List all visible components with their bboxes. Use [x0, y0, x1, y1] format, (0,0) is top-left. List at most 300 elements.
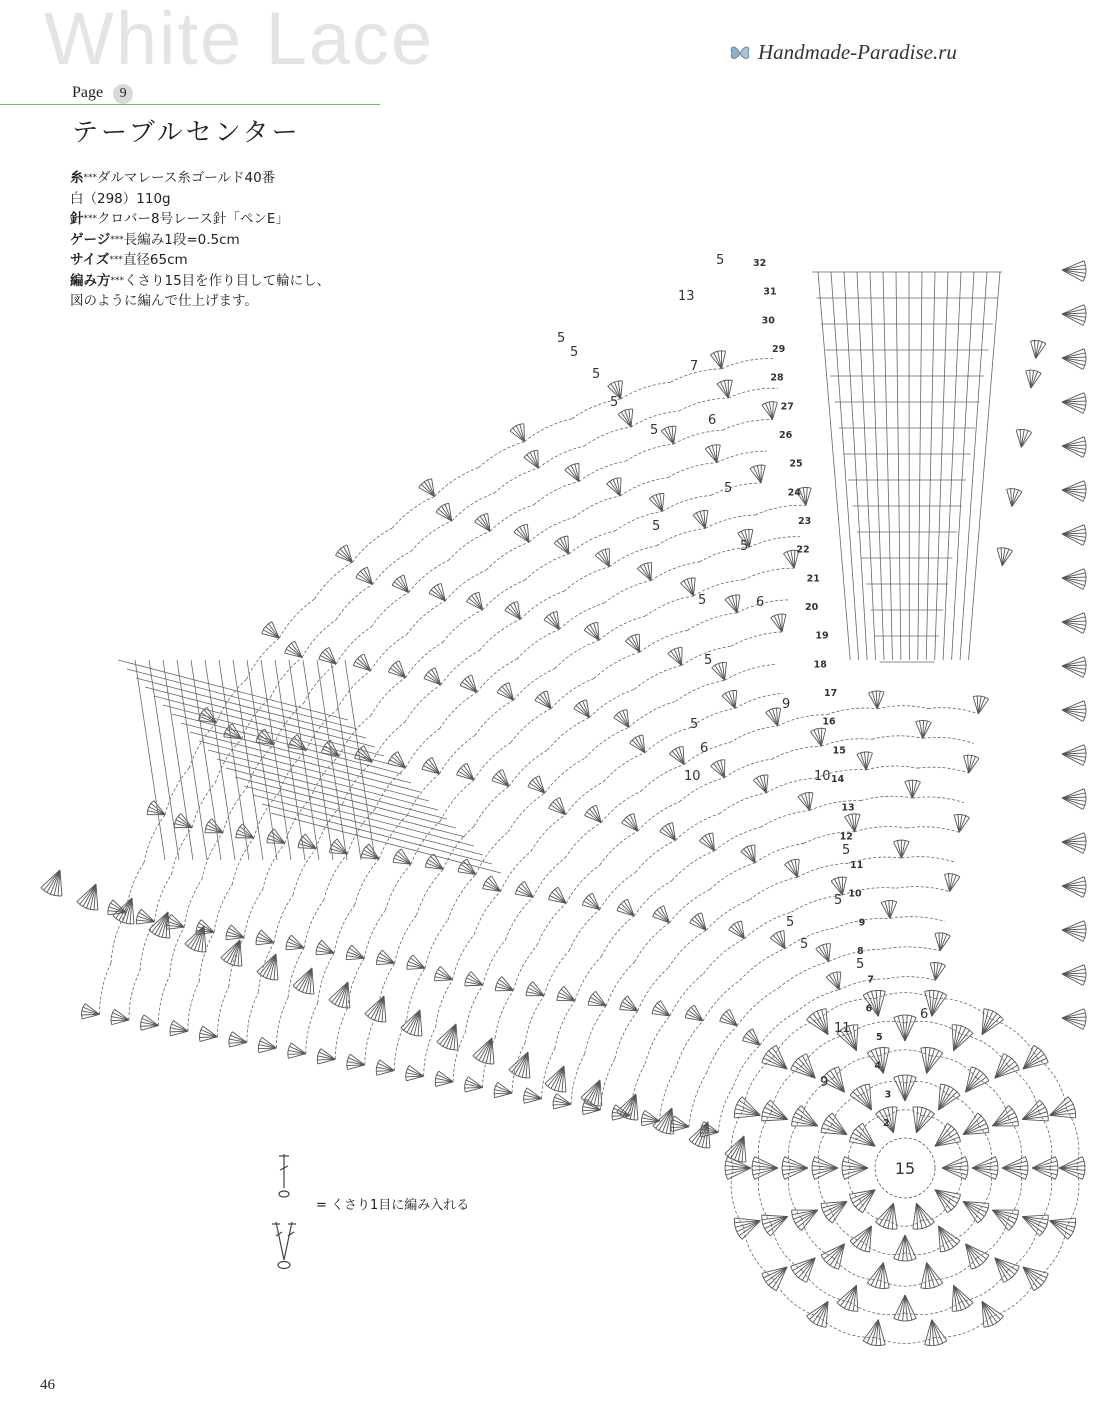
- chain-arc: [508, 793, 545, 832]
- shell-stitch: [972, 1157, 998, 1180]
- shell-stitch: [1062, 745, 1086, 766]
- chain-arc: [170, 927, 185, 976]
- shell-stitch: [963, 1113, 989, 1135]
- chain-arc: [773, 1019, 819, 1057]
- chain-arc: [918, 767, 969, 773]
- row-number: 2: [883, 1118, 890, 1129]
- shell-stitch: [1062, 613, 1086, 634]
- shell-stitch: [465, 1077, 483, 1092]
- chain-arc: [621, 382, 671, 399]
- shell-stitch: [1062, 261, 1086, 282]
- shell-stitch: [863, 1320, 885, 1346]
- spec-size: サイズ***直径65cm: [70, 252, 188, 268]
- shell-stitch: [762, 1215, 788, 1236]
- chain-arc: [725, 664, 776, 680]
- shell-stitch: [850, 1084, 872, 1110]
- chain-arc: [594, 652, 640, 678]
- shell-stitch: [267, 829, 285, 843]
- chain-arc: [635, 840, 675, 872]
- chain-arc: [548, 718, 590, 750]
- shell-stitch: [894, 1295, 917, 1321]
- chain-arc: [385, 864, 410, 910]
- shell-stitch: [992, 1210, 1018, 1230]
- shell-stitch: [798, 793, 813, 811]
- shell-stitch: [262, 622, 279, 638]
- chain-arc: [244, 890, 263, 938]
- chain-arc: [749, 877, 797, 900]
- shell-stitch: [930, 962, 946, 980]
- row-number: 11: [850, 860, 864, 871]
- chain-arc: [600, 1059, 614, 1110]
- shell-stitch: [1023, 1267, 1048, 1291]
- shell-stitch: [549, 798, 566, 815]
- chain-arc: [217, 987, 228, 1037]
- chain-arc: [928, 708, 978, 714]
- chain-arc: [629, 701, 676, 727]
- chain-arc: [318, 953, 334, 1003]
- page-ref-badge: 9: [113, 84, 133, 104]
- shell-stitch: [935, 933, 951, 951]
- chain-arc: [279, 599, 314, 638]
- chain-arc: [923, 737, 974, 743]
- row-number: 8: [857, 946, 864, 957]
- chain-count-label: 5: [856, 957, 865, 972]
- shell-stitch: [140, 1015, 158, 1030]
- chain-arc: [490, 505, 534, 531]
- shell-stitch: [876, 1203, 898, 1229]
- chain-arc: [365, 1013, 377, 1065]
- shell-stitch: [82, 1004, 100, 1019]
- shell-stitch: [585, 805, 602, 822]
- row-number: 6: [865, 1003, 873, 1015]
- chain-arc: [761, 810, 810, 827]
- chain-arc: [571, 1054, 585, 1105]
- row-number: 28: [770, 372, 784, 384]
- stitch-symbol-icon: [264, 1148, 324, 1278]
- chain-arc: [615, 1011, 638, 1059]
- chain-arc: [517, 629, 560, 659]
- chain-arc: [730, 726, 778, 743]
- shell-stitch: [762, 1267, 787, 1291]
- chain-arc: [719, 793, 766, 814]
- chain-arc: [584, 427, 631, 446]
- shell-stitch: [376, 1060, 394, 1075]
- shell-stitch: [618, 409, 633, 427]
- chain-arc: [668, 463, 717, 478]
- chain-arc: [188, 981, 199, 1031]
- chain-count-label: 5: [570, 345, 579, 360]
- chain-arc: [710, 863, 755, 890]
- shell-stitch: [429, 583, 445, 601]
- chain-arc: [140, 922, 154, 971]
- shell-stitch: [762, 1045, 787, 1069]
- shell-stitch: [582, 893, 599, 909]
- chain-count-label: 5: [652, 519, 661, 534]
- chain-arc: [717, 451, 767, 462]
- row-number: 27: [780, 401, 794, 413]
- shell-stitch: [868, 691, 884, 709]
- chain-arc: [640, 630, 688, 652]
- chain-arc: [772, 746, 821, 759]
- shell-stitch: [913, 1203, 935, 1229]
- chain-arc: [154, 874, 171, 922]
- chain-count-label: 5: [592, 367, 601, 382]
- shell-stitch: [965, 1067, 988, 1092]
- chain-arc: [537, 903, 566, 945]
- shell-stitch: [750, 465, 765, 483]
- row-number: 23: [798, 516, 812, 527]
- shell-stitch: [406, 1065, 424, 1080]
- chain-arc: [887, 977, 936, 981]
- chain-count-label: 5: [716, 253, 725, 268]
- shell-stitch: [1062, 481, 1086, 502]
- chain-arc: [158, 976, 169, 1026]
- chain-arc: [347, 958, 364, 1008]
- chain-count-label: 5: [557, 331, 566, 346]
- shell-stitch: [762, 402, 777, 420]
- chain-arc: [855, 827, 907, 832]
- chain-arc: [819, 1317, 875, 1337]
- chain-arc: [199, 932, 214, 981]
- chain-arc: [202, 833, 223, 879]
- shell-stitch: [1062, 305, 1086, 326]
- watermark-text: Handmade-Paradise.ru: [758, 40, 957, 64]
- chain-arc: [364, 910, 385, 958]
- chain-arc: [247, 992, 259, 1042]
- shell-stitch: [964, 755, 979, 773]
- row-number: 17: [824, 688, 838, 699]
- shell-stitch: [766, 708, 781, 726]
- shell-stitch: [1062, 965, 1086, 986]
- chain-arc: [335, 1008, 347, 1059]
- chain-arc: [555, 640, 599, 668]
- shell-stitch: [1062, 569, 1086, 590]
- shell-stitch: [711, 760, 725, 778]
- page-word: Page: [72, 84, 104, 101]
- shell-stitch: [821, 1113, 847, 1135]
- chain-count-label: 5: [650, 423, 659, 438]
- chain-count-label: 5: [740, 539, 749, 554]
- chain-arc: [453, 934, 475, 979]
- shell-stitch: [425, 854, 443, 869]
- chain-arc: [884, 947, 940, 951]
- shell-stitch: [1026, 370, 1042, 388]
- chain-count-label: 5: [834, 893, 843, 908]
- shell-stitch: [229, 1032, 247, 1047]
- shell-stitch: [419, 479, 435, 497]
- chain-arc: [352, 528, 392, 562]
- chain-arc: [274, 895, 293, 943]
- chain-arc: [703, 939, 744, 974]
- shell-stitch: [392, 575, 409, 592]
- shell-stitch: [1016, 429, 1031, 447]
- shell-stitch: [771, 614, 786, 632]
- chain-arc: [506, 897, 534, 940]
- shell-stitch: [720, 1009, 737, 1025]
- shell-stitch: [422, 757, 439, 773]
- chain-arc: [425, 920, 448, 968]
- row-number: 19: [815, 630, 829, 642]
- shell-stitch: [952, 1285, 973, 1311]
- shell-stitch: [257, 954, 278, 980]
- filet-panel: [812, 272, 1002, 662]
- chain-arc: [565, 823, 601, 858]
- chain-arc: [538, 446, 584, 468]
- chain-arc: [424, 1027, 436, 1076]
- shell-stitch: [705, 445, 720, 463]
- chain-arc: [991, 1019, 1037, 1057]
- chain-arc: [524, 419, 571, 442]
- shell-stitch: [954, 814, 970, 832]
- shell-stitch: [226, 925, 244, 940]
- chain-count-label: 13: [678, 289, 695, 304]
- shell-stitch: [952, 1025, 973, 1051]
- chain-arc: [638, 968, 669, 1011]
- chain-arc: [779, 962, 829, 988]
- chain-count-label: 5: [698, 593, 707, 608]
- shell-stitch: [939, 1084, 961, 1110]
- shell-stitch: [549, 887, 567, 903]
- spec-gauge: ゲージ***長編み1段=0.5cm: [70, 231, 240, 248]
- chain-arc: [600, 831, 638, 865]
- shell-stitch: [660, 823, 676, 841]
- chain-arc: [711, 483, 761, 495]
- chain-arc: [821, 739, 872, 746]
- chain-arc: [474, 786, 509, 826]
- chain-arc: [534, 482, 579, 505]
- chain-count-label: 5: [610, 395, 619, 410]
- chain-arc: [731, 632, 782, 646]
- chain-arc: [948, 1211, 979, 1242]
- shell-stitch: [630, 735, 645, 753]
- chain-arc: [100, 963, 112, 1014]
- chain-arc: [831, 1211, 862, 1242]
- chain-arc: [602, 916, 635, 956]
- chain-arc: [912, 797, 964, 803]
- chain-arc: [126, 863, 144, 913]
- shell-stitch: [942, 1157, 968, 1180]
- chain-arc: [866, 766, 917, 770]
- shell-stitch: [921, 1263, 943, 1289]
- shell-stitch: [535, 691, 551, 709]
- shell-stitch: [997, 548, 1013, 566]
- shell-stitch: [545, 1066, 566, 1092]
- shell-stitch: [393, 849, 411, 864]
- chain-arc: [585, 1006, 606, 1054]
- row-number: 29: [772, 344, 786, 355]
- shell-stitch: [286, 935, 304, 950]
- chain-arc: [483, 940, 506, 985]
- shell-stitch: [285, 641, 302, 657]
- shell-stitch: [845, 814, 861, 832]
- chain-arc: [475, 700, 514, 735]
- chain-arc: [223, 788, 247, 833]
- chain-arc: [569, 531, 615, 554]
- chain-arc: [634, 881, 672, 916]
- chain-arc: [626, 444, 674, 461]
- shell-stitch: [1030, 341, 1046, 359]
- chain-arc: [740, 949, 785, 981]
- shell-stitch: [361, 844, 379, 859]
- shell-stitch: [1002, 1157, 1028, 1180]
- shell-stitch: [1062, 833, 1086, 854]
- chain-arc: [722, 359, 774, 369]
- shell-stitch: [973, 696, 989, 714]
- shell-stitch: [893, 840, 909, 858]
- shell-stitch: [1062, 701, 1086, 722]
- chain-arc: [657, 528, 706, 545]
- shell-stitch: [554, 536, 569, 554]
- shell-stitch: [753, 775, 768, 793]
- chain-arc: [579, 461, 626, 481]
- chain-arc: [448, 531, 490, 560]
- shell-stitch: [347, 1054, 365, 1069]
- shell-stitch: [588, 991, 606, 1006]
- chain-arc: [371, 593, 408, 628]
- chain-arc: [714, 827, 760, 851]
- shell-stitch: [622, 814, 638, 832]
- shell-stitch: [1062, 657, 1086, 678]
- shell-stitch: [221, 940, 242, 966]
- shell-stitch: [837, 1285, 858, 1311]
- chain-arc: [394, 915, 416, 963]
- legend-text: = くさり1目に編み入れる: [316, 1198, 470, 1213]
- chain-arc: [215, 739, 241, 782]
- shell-stitch: [1062, 1009, 1086, 1030]
- shell-stitch: [435, 966, 453, 980]
- row-number: 15: [832, 745, 846, 757]
- shell-stitch: [791, 1054, 816, 1079]
- chain-arc: [839, 979, 886, 990]
- chain-arc: [315, 562, 353, 599]
- shell-stitch: [1062, 789, 1086, 810]
- shell-stitch: [653, 906, 670, 923]
- chain-arc: [935, 999, 991, 1019]
- shell-stitch: [1062, 525, 1086, 546]
- shell-stitch: [625, 634, 639, 652]
- row-number: 14: [831, 774, 845, 785]
- shell-stitch: [149, 912, 170, 938]
- shell-stitch: [497, 683, 513, 701]
- row-number: 32: [753, 258, 767, 269]
- shell-stitch: [850, 1226, 872, 1252]
- shell-stitch: [1062, 393, 1086, 414]
- chain-arc: [477, 659, 517, 692]
- chain-arc: [877, 706, 928, 709]
- shell-stitch: [894, 1075, 917, 1101]
- shell-stitch: [483, 876, 501, 892]
- shell-stitch: [170, 1020, 188, 1035]
- chain-arc: [355, 859, 380, 905]
- chain-arc: [434, 468, 478, 497]
- chain-arc: [672, 851, 714, 881]
- page-title: テーブルセンター: [72, 118, 301, 148]
- shell-stitch: [641, 1110, 659, 1125]
- shell-stitch: [407, 955, 425, 969]
- shell-stitch: [807, 1009, 829, 1035]
- shell-stitch: [329, 982, 350, 1008]
- shell-stitch: [509, 1052, 530, 1078]
- chain-arc: [189, 723, 216, 768]
- shell-stitch: [505, 602, 521, 620]
- chain-arc: [635, 923, 670, 962]
- chain-arc: [479, 442, 525, 468]
- row-number: 25: [789, 458, 803, 470]
- row-number: 30: [761, 315, 775, 327]
- shell-stitch: [353, 654, 370, 671]
- shell-stitch: [1050, 1097, 1076, 1118]
- shell-stitch: [41, 870, 62, 896]
- shell-stitch: [699, 833, 714, 851]
- shell-stitch: [475, 513, 490, 531]
- chain-arc: [890, 917, 945, 922]
- chain-arc: [991, 1279, 1037, 1317]
- chain-count-label: 10: [814, 769, 831, 784]
- chain-arc: [440, 692, 477, 728]
- shell-stitch: [435, 1071, 453, 1086]
- shell-stitch: [317, 1049, 335, 1064]
- chain-arc: [288, 948, 304, 997]
- shell-stitch: [136, 909, 154, 924]
- chain-arc: [574, 496, 620, 518]
- row-number: 5: [876, 1032, 883, 1043]
- chain-arc: [634, 665, 681, 689]
- spec-method: 編み方***くさり15目を作り目して輪にし、: [70, 272, 331, 289]
- shell-stitch: [637, 563, 651, 581]
- shell-stitch: [816, 944, 831, 962]
- chain-arc: [529, 517, 574, 542]
- shell-stitch: [319, 647, 336, 664]
- chain-arc: [620, 478, 668, 496]
- shell-stitch: [693, 511, 708, 529]
- shell-stitch: [982, 1009, 1004, 1035]
- chain-arc: [907, 827, 959, 833]
- shell-stitch: [925, 1320, 947, 1346]
- chain-arc: [872, 736, 923, 739]
- chain-arc: [737, 988, 779, 1026]
- row-number: 4: [874, 1060, 881, 1072]
- chain-arc: [407, 601, 446, 635]
- shell-stitch: [812, 1157, 838, 1180]
- chain-arc: [676, 1021, 703, 1069]
- chain-arc: [448, 874, 476, 920]
- chain-arc: [645, 728, 689, 753]
- chain-arc: [509, 750, 548, 786]
- chain-arc: [670, 974, 703, 1016]
- shell-stitch: [258, 1037, 276, 1052]
- shell-stitch: [894, 1235, 917, 1261]
- shell-stitch: [982, 1301, 1004, 1327]
- row-number: 9: [858, 917, 866, 929]
- shell-stitch: [785, 859, 800, 877]
- shell-stitch: [734, 1097, 760, 1118]
- chain-count-label: 6: [920, 1007, 929, 1022]
- row-number: 21: [806, 573, 820, 585]
- shell-stitch: [288, 1043, 306, 1058]
- chain-arc: [214, 885, 232, 933]
- shell-stitch: [620, 996, 638, 1011]
- chain-arc: [728, 388, 778, 398]
- shell-stitch: [460, 675, 477, 692]
- chain-arc: [604, 753, 645, 782]
- chain-arc: [879, 1050, 930, 1056]
- shell-stitch: [544, 612, 559, 630]
- chain-arc: [645, 596, 693, 616]
- chain-arc: [734, 1045, 760, 1086]
- shell-stitch: [652, 1001, 670, 1016]
- shell-stitch: [574, 700, 590, 718]
- chain-arc: [599, 616, 645, 640]
